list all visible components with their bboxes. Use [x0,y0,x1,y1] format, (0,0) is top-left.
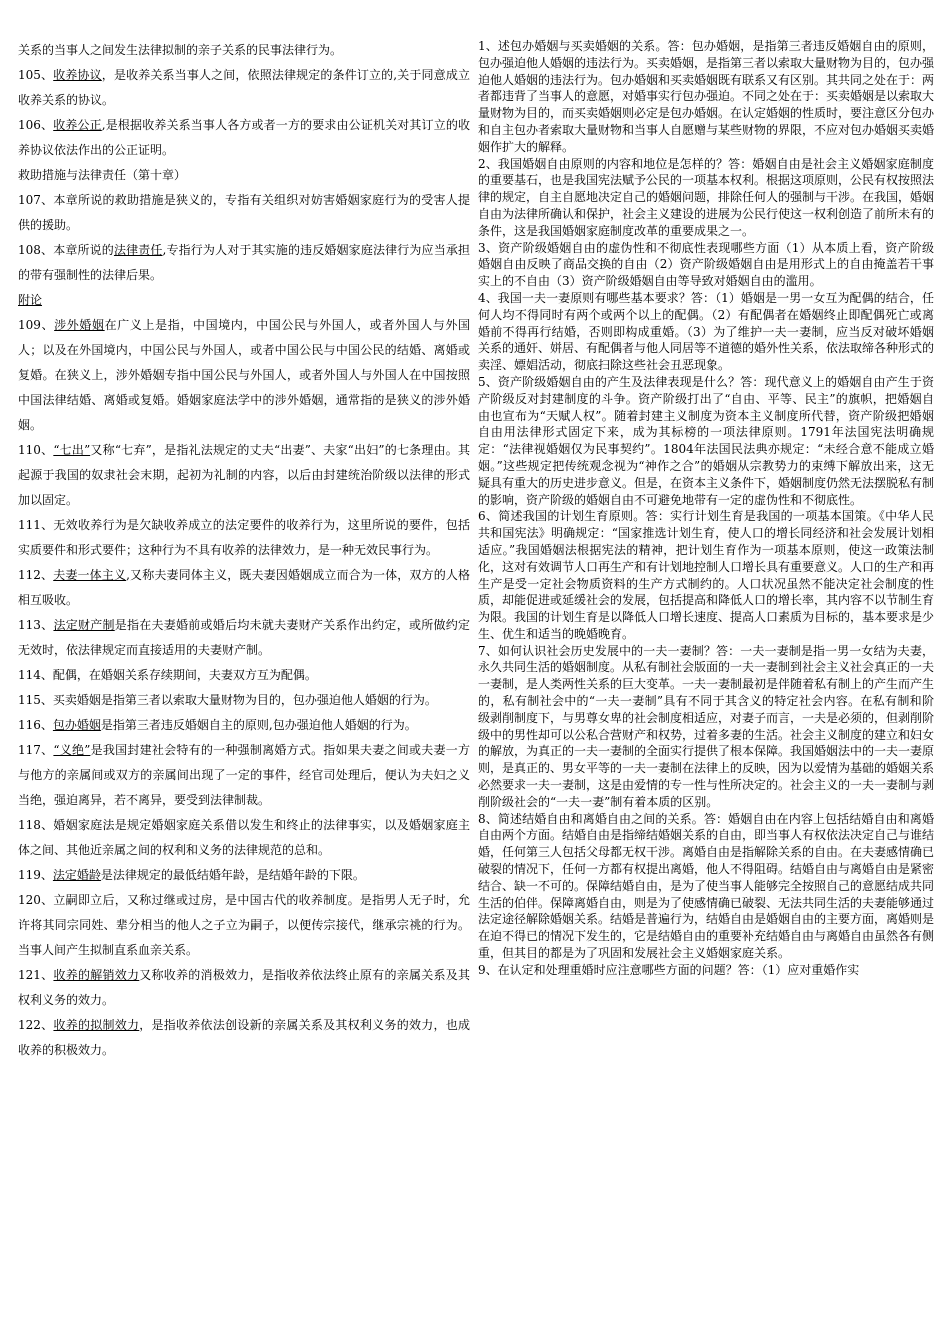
glossary-entry [18,863,470,888]
entry-number: 108、本章所说的 [18,243,114,257]
entry-term: 法定婚龄 [52,868,101,882]
entry-term: 涉外婚姻 [54,318,105,332]
glossary-entry [18,513,470,563]
entry-definition: ，是收养关系当事人之间，依照法律规定的条件订立的,关于同意成立收养关系的协议。 [18,68,470,107]
glossary-entry [18,188,470,238]
glossary-entry [18,688,470,713]
entry-definition: ,是根据收养关系当事人各方或者一方的要求由公证机关对其订立的收养协议依法作出的公正证明。 [18,118,470,157]
glossary-entry [18,813,470,863]
entry-term: 收养公正 [53,118,102,132]
entry-number: 119、 [18,868,53,882]
entry-number: 121、 [18,968,54,982]
entry-number: 106、 [18,118,54,132]
entry-definition: ,专指行为人对于其实施的违反婚姻家庭法律行为应当承担的带有强制性的法律后果。 [18,243,470,282]
section-heading [18,288,470,313]
entry-term: 夫妻一体主义 [53,568,127,582]
entry-term: 包办婚姻 [52,718,101,732]
entry-text: 120、立嗣即立后，又称过继或过房，是中国古代的收养制度。是指男人无子时，允许将其同宗同姓、辈分相当的他人之子立为嗣子，以便传宗接代，继承宗祧的行为。当事人间产生拟制直系血亲关系。 [18,893,470,957]
entry-definition: 是指在夫妻婚前或婚后均未就夫妻财产关系作出约定，或所做约定无效时，依法律规定而直接适用的夫妻财产制。 [18,618,470,657]
entry-definition: 又称收养的消极效力，是指收养依法终止原有的亲属关系及其权利义务的效力。 [18,968,470,1007]
section-heading-text: 附论 [18,293,43,307]
entry-term: 收养的解销效力 [53,968,140,982]
glossary-entry [18,613,470,663]
section-heading-text: 救助措施与法律责任（第十章） [18,168,187,182]
glossary-entry [18,438,470,513]
qa-paragraph: 8、简述结婚自由和离婚自由之间的关系。答：婚姻自由在内容上包括结婚自由和离婚自由两个方面。结婚自由是指缔结婚姻关系的自由，即当事人有权依法决定自己与谁结婚，任何第三人包括父母都无权干涉。离婚自由是指解除关系的自由。在夫妻感情确已破裂的情况下，任何一方都有权提出离婚，他人不得阻碍。结婚自由与离婚自由是紧密结合、缺一不可的。保障结婚自由，是为了使当事人能够完全按照自己的意愿结成共同生活的伯伴。保障离婚自由，则是为了使感情确已破裂、无法共同生活的夫妻能够通过法定途径解除婚姻关系。结婚是普遍行为，结婚自由是婚姻自由的主要方面，离婚则是在迫不得已的情况下发生的，它是结婚自由的重要补充结婚自由与离婚自由虽然各有侧重，但其目的都是为了巩固和发展社会主义婚姻家庭关系。 [478,811,934,961]
entry-term: 收养协议 [53,68,102,82]
entry-term: 法定财产制 [53,618,115,632]
glossary-entry [18,738,470,813]
entry-text: 111、无效收养行为是欠缺收养成立的法定要件的收养行为，这里所说的要件，包括实质要件和形式要件；这种行为不具有收养的法律效力，是一种无效民事行为。 [18,518,470,557]
entry-text: 114、配偶，在婚姻关系存续期间，夫妻双方互为配偶。 [18,668,317,682]
glossary-entry [18,113,470,163]
entry-term: 法律责任 [113,243,163,257]
qa-paragraph: 4、我国一夫一妻原则有哪些基本要求？答：（1）婚姻是一男一女互为配偶的结合，任何人均不得同时有两个或两个以上的配偶。（2）有配偶者在婚姻终止即配偶死亡或离婚前不得再行结婚，否则即构成重婚。（3）为了维护一夫一妻制，应当反对破坏婚姻关系的通奸、姘居、有配偶者与他人同居等不道德的婚外性关系，依法取缔各种形式的卖淫、嫖娼活动，彻底扫除这些社会丑恶现象。 [478,290,934,373]
glossary-entry [18,963,470,1013]
entry-definition: 在广义上是指，中国境内，中国公民与外国人，或者外国人与外国人；以及在外国境内，中国公民与外国人，或者中国公民与中国公民的结婚、离婚或复婚。在狭义上，涉外婚姻专指中国公民与外国人，或者外国人与外国人在中国按照中国法律结婚、离婚或复婚。婚姻家庭法学中的涉外婚姻，通常指的是狭义的涉外婚姻。 [18,318,470,432]
entry-text: 115、买卖婚姻是指第三者以索取大量财物为目的，包办强迫他人婚姻的行为。 [18,693,437,707]
left-column [18,38,470,1063]
entry-number: 117、 [18,743,54,757]
glossary-entry [18,663,470,688]
glossary-entry [18,63,470,113]
section-heading [18,163,470,188]
right-column [478,38,934,979]
qa-paragraph: 3、资产阶级婚姻自由的虚伪性和不彻底性表现哪些方面（1）从本质上看，资产阶级婚姻自由反映了商品交换的自由（2）资产阶级婚姻自由是用形式上的自由掩盖若干事实上的不自由（3）资产阶级婚姻自由等导致对婚姻自由的滥用。 [478,240,934,289]
entry-definition: 是我国封建社会特有的一种强制离婚方式。指如果夫妻之间或夫妻一方与他方的亲属间或双方的亲属间出现了一定的事件，经官司处理后，便认为夫妇之义当绝，强迫离异，若不离异，要受到法律制裁。 [18,743,470,807]
entry-number: 109、 [18,318,55,332]
qa-paragraph: 9、在认定和处理重婚时应注意哪些方面的问题？答：（1）应对重婚作实 [478,962,860,977]
entry-number: 110、 [18,443,54,457]
glossary-entry [18,563,470,613]
qa-paragraph: 2、我国婚姻自由原则的内容和地位是怎样的？答：婚姻自由是社会主义婚姻家庭制度的重要基石，也是我国宪法赋予公民的一项基本权利。根据这项原则，公民有权按照法律的规定，自主自愿地决定自己的婚姻问题，排除任何人的强制与干涉。在我国，婚姻自由为法律所确认和保护，社会主义建设的进展为公民行使这一权利创造了前所未有的条件，这是我国婚姻家庭制度改革的重要成果之一。 [478,156,934,238]
entry-term: “义绝” [53,743,91,757]
entry-number: 112、 [18,568,54,582]
glossary-entry [18,313,470,438]
entry-text: 关系的当事人之间发生法律拟制的亲子关系的民事法律行为。 [18,43,343,57]
glossary-entry [18,713,470,738]
glossary-entry [18,38,470,63]
entry-term: 收养的拟制效力 [53,1018,140,1032]
entry-number: 122、 [18,1018,54,1032]
entry-text: 107、本章所说的救助措施是狭义的，专指有关组织对妨害婚姻家庭行为的受害人提供的援助。 [18,193,470,232]
qa-paragraph: 6、简述我国的计划生育原则。答：实行计划生育是我国的一项基本国策。《中华人民共和国宪法》明确规定：“国家推选计划生育，使人口的增长同经济和社会发展计划相适应。”我国婚姻法根据宪法的精神，把计划生育作为一项基本原则，使这一政策法制化，这对有效调节人口再生产和有计划地控制人口增长具有重要意义。人口的生产和再生产是受一定社会物质资料的生产方式制约的。人口状况虽然不能决定社会制度的性质，却能促进或延缓社会的发展，包括提高和降低人口的增长率，其内容不以节制生育为限。我国的计划生育是以降低人口增长速度、提高人口素质为目标的，基本要求是少生、优生和适当的晚婚晚育。 [478,509,934,641]
entry-definition: ,又称夫妻同体主义，既夫妻因婚姻成立而合为一体，双方的人格相互吸收。 [18,568,470,607]
glossary-entry [18,1013,470,1063]
entry-definition: 又称“七弃”，是指礼法规定的丈夫“出妻”、夫家“出妇”的七条理由。其起源于我国的奴隶社会末期，起初为礼制的内容，以后由封建统治阶级以法律的形式加以固定。 [18,443,470,507]
glossary-entry [18,238,470,288]
qa-paragraph: 1、述包办婚姻与买卖婚姻的关系。答：包办婚姻，是指第三者违反婚姻自由的原则，包办强迫他人婚姻的违法行为。买卖婚姻，是指第三者以索取大量财物为目的，包办强迫他人婚姻的违法行为。包办婚姻和买卖婚姻既有联系又有区别。其共同之处在于：两者都违背了当事人的意愿，对婚事实行包办强迫。不同之处在于：买卖婚姻是以索取大量财物为目的，而买卖婚姻则必定是包办婚姻。在认定婚姻的性质时，要注意区分包办和自主包办者索取大量财物和当事人自愿赠与某些财物的界限，不应对包办婚姻买卖婚姻作扩大的解释。 [478,39,934,154]
entry-definition: 是指第三者违反婚姻自主的原则,包办强迫他人婚姻的行为。 [100,718,417,732]
entry-number: 113、 [18,618,54,632]
entry-number: 116、 [18,718,53,732]
qa-paragraph: 5、资产阶级婚姻自由的产生及法律表现是什么？答：现代意义上的婚姻自由产生于资产阶级反对封建制度的斗争。资产阶级打出了“自由、平等、民主”的旗帜，把婚姻自由也宣布为“天赋人权”。随着封建主义制度为资本主义制度所代替，资产阶级把婚姻自由用法律形式固定下来，成为其标榜的一项法律原则。1791年法国宪法明确规定：“法律视婚姻仅为民事契约”。1804年法国民法典亦规定：“未经合意不能成立婚姻。”这些规定把传统观念视为“神作之合”的婚姻从宗教势力的束缚下解放出来，这无疑具有重大的历史进步意义。但是，在资本主义条件下，婚姻制度仍然无法摆脱私有制的影响，资产阶级的婚姻自由不可避免地带有一定的虚伪性和不彻底性。 [478,374,934,507]
entry-definition: 是法律规定的最低结婚年龄，是结婚年龄的下限。 [100,868,365,882]
entry-definition: ，是指收养依法创设新的亲属关系及其权利义务的效力，也成收养的积极效力。 [18,1018,470,1057]
glossary-entry [18,888,470,963]
qa-paragraph: 7、如何认识社会历史发展中的一夫一妻制？答：一夫一妻制是指一男一女结为夫妻，永久共同生活的婚姻制度。从私有制社会版面的一夫一妻制到社会主义社会真正的一夫一妻制，是人类两性关系的巨大变革。一夫一妻制最初是伴随着私有制上的产生而产生的，私有制社会中的“一夫一妻制”具有不同于其含义的特定社会内容。在私有制和阶级剥削制度下，与男尊女卑的社会制度相适应，对妻子而言，一夫是必须的，但剥削阶级中的男性却可以公私合营财产和权势，过着多妻的生活。社会主义制度的建立和妇女的解放，为真正的一夫一妻制的全面实行提供了根本保障。我国婚姻法中的一夫一妻原则，是真正的、男女平等的一夫一妻制在法律上的反映，因为以爱情为基础的婚姻关系必然要求一夫一妻制，这是由爱情的专一性与性所决定的。社会主义的一夫一妻制与剥削阶级社会的“一夫一妻”制有着本质的区别。 [478,643,934,809]
entry-number: 105、 [18,68,54,82]
entry-term: “七出” [53,443,91,457]
entry-text: 118、婚姻家庭法是规定婚姻家庭关系借以发生和终止的法律事实，以及婚姻家庭主体之间、其他近亲属之间的权利和义务的法律规范的总和。 [18,818,470,857]
